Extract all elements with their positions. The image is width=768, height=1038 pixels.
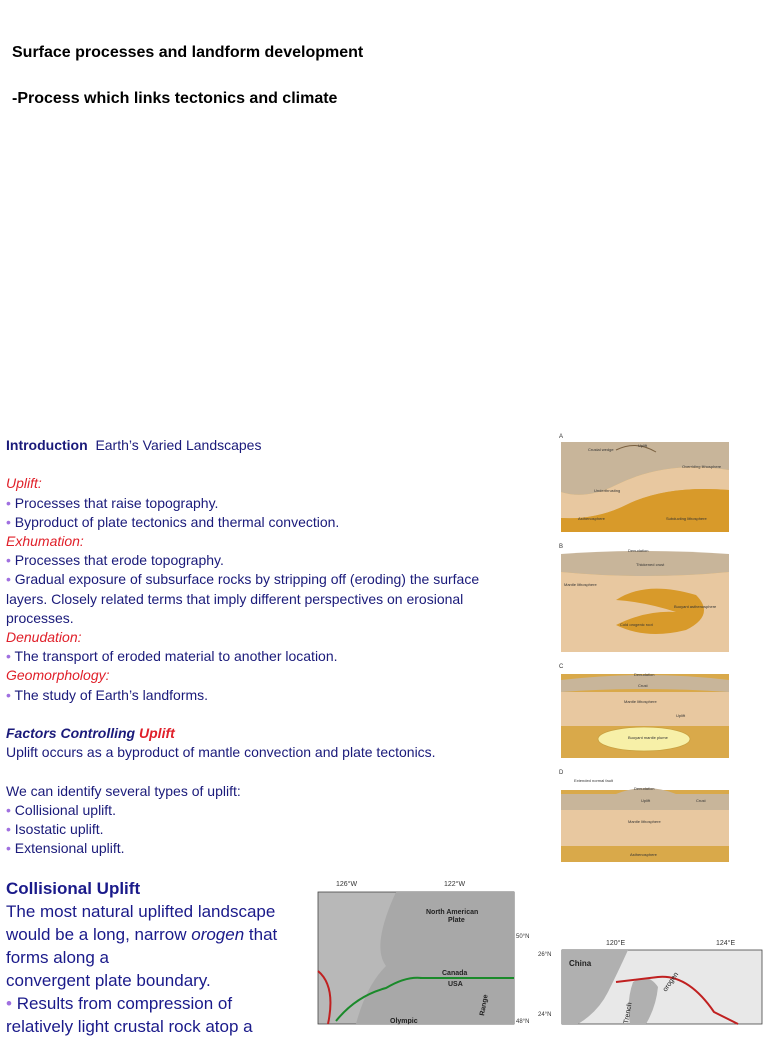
bullet-dot-icon: • <box>6 840 11 857</box>
bullet-item <box>6 992 306 1015</box>
map-label: Olympic <box>390 1018 418 1025</box>
map-label: 126°W <box>336 881 358 888</box>
map-label: USA <box>448 981 463 988</box>
panel-tag: A <box>559 434 564 440</box>
panel-tag: D <box>559 770 564 776</box>
factors-heading-text: Factors Controlling <box>6 725 136 742</box>
diagram-panel-b <box>559 544 729 652</box>
collisional-line: convergent plate boundary. <box>6 971 211 990</box>
bullet-item <box>6 551 526 570</box>
bullet-text: Processes that erode topography. <box>14 552 224 569</box>
intro-heading-bold: Introduction <box>6 437 88 453</box>
diagram-label: Crust <box>638 683 648 688</box>
diagram-panel-c <box>559 664 729 758</box>
diagram-label: Thickened crust <box>636 562 665 567</box>
bullet-text: Byproduct of plate tectonics and thermal convection. <box>14 513 340 530</box>
factors-heading-uplift: Uplift <box>139 725 175 742</box>
collisional-line: relatively light crustal rock atop a <box>6 1017 253 1036</box>
diagram-label: Crustal wedge <box>588 447 614 452</box>
diagram-panel-d <box>559 770 729 862</box>
intro-text-block <box>6 436 526 858</box>
types-intro: We can identify several types of uplift: <box>6 782 241 799</box>
bullet-dot-icon: • <box>6 552 11 569</box>
bullet-continuation: layers. Closely related terms that imply different perspectives on erosional <box>6 590 464 607</box>
map-label: 124°E <box>716 940 736 947</box>
map-taiwan <box>538 932 764 1024</box>
bullet-item <box>6 820 526 839</box>
bullet-text: Processes that raise topography. <box>14 494 219 511</box>
bullet-item <box>6 513 526 532</box>
diagram-label: Extended normal fault <box>574 778 613 783</box>
bullet-text: Isostatic uplift. <box>14 821 104 838</box>
bullet-item <box>6 570 526 589</box>
intro-heading-rest: Earth’s Varied Landscapes <box>95 437 262 453</box>
page-subtitle: -Process which links tectonics and climate <box>12 90 338 107</box>
bullet-item <box>6 839 526 858</box>
diagram-label: Buoyant mantle plume <box>628 735 668 740</box>
map-label: 26°N <box>538 952 552 958</box>
map-label: Range <box>479 994 490 1017</box>
collisional-text: Results from compression of <box>16 994 233 1013</box>
map-label: 24°N <box>538 1012 552 1018</box>
panel-tag: B <box>559 544 564 550</box>
diagram-label: Buoyant asthenosphere <box>674 604 717 609</box>
bullet-dot-icon: • <box>6 513 11 530</box>
diagram-label: Asthenosphere <box>630 852 657 857</box>
map-label: Trench <box>623 1001 634 1025</box>
diagram-label: Crust <box>696 798 706 803</box>
map-label: orogen <box>661 971 681 994</box>
bullet-dot-icon: • <box>6 494 11 511</box>
bullet-dot-icon: • <box>6 801 11 818</box>
denudation-term: Denudation: <box>6 629 82 646</box>
diagram-panel-a <box>559 434 729 532</box>
bullet-item <box>6 801 526 820</box>
collisional-text: that <box>244 925 278 944</box>
bullet-text: Collisional uplift. <box>14 801 116 818</box>
bullet-dot-icon: • <box>6 994 12 1013</box>
diagram-label: Denudation <box>634 786 655 791</box>
collisional-line: forms along a <box>6 948 109 967</box>
factors-text: Uplift occurs as a byproduct of mantle convection and plate tectonics. <box>6 744 436 761</box>
diagram-label: Cold orogenic root <box>620 622 653 627</box>
collisional-line <box>6 923 306 946</box>
map-label: China <box>569 959 592 968</box>
diagram-label: Asthenosphere <box>578 516 605 521</box>
collisional-uplift-block <box>6 877 306 1038</box>
exhumation-term: Exhumation: <box>6 533 84 549</box>
diagram-label: Uplift <box>638 443 648 448</box>
factors-heading <box>6 724 526 743</box>
bullet-item <box>6 494 526 513</box>
map-pacific-northwest <box>316 876 530 1025</box>
diagram-label: Uplift <box>676 713 686 718</box>
uplift-term: Uplift: <box>6 475 42 492</box>
map-label: 48°N <box>516 1019 530 1025</box>
map-label: Canada <box>442 970 468 977</box>
diagram-label: Denudation <box>628 548 649 553</box>
orogen-term: orogen <box>191 925 245 944</box>
collisional-heading: Collisional Uplift <box>6 879 141 898</box>
diagram-label: Uplift <box>641 798 651 803</box>
bullet-dot-icon: • <box>6 571 11 588</box>
diagram-label: Mantle lithosphere <box>628 819 661 824</box>
intro-heading <box>6 436 526 455</box>
diagram-label: Underthrusting <box>594 488 621 493</box>
diagram-label: Overriding lithosphere <box>682 464 722 469</box>
diagram-label: Mantle lithosphere <box>564 582 597 587</box>
uplift-diagrams-figure <box>556 430 734 866</box>
collisional-text: would be a long, narrow <box>6 925 192 944</box>
geomorphology-term: Geomorphology: <box>6 667 110 684</box>
diagram-label: Subducting lithosphere <box>666 516 707 521</box>
page-title: Surface processes and landform development <box>12 44 364 61</box>
panel-tag: C <box>559 664 564 670</box>
collisional-line: The most natural uplifted landscape <box>6 902 276 921</box>
map-label: 122°W <box>444 881 466 888</box>
bullet-continuation: processes. <box>6 609 74 626</box>
map-label: 120°E <box>606 940 626 947</box>
bullet-dot-icon: • <box>6 686 11 703</box>
map-label: 50°N <box>516 934 530 940</box>
bullet-dot-icon: • <box>6 821 11 838</box>
map-label: North American <box>426 909 479 916</box>
bullet-text: Gradual exposure of subsurface rocks by stripping off (eroding) the surface <box>14 571 480 588</box>
bullet-text: Extensional uplift. <box>14 840 125 857</box>
map-label: Plate <box>448 917 465 924</box>
bullet-dot-icon: • <box>6 648 11 665</box>
bullet-text: The study of Earth’s landforms. <box>14 686 209 703</box>
bullet-item <box>6 647 526 666</box>
diagram-label: Denudation <box>634 672 655 677</box>
bullet-item <box>6 686 526 705</box>
diagram-label: Mantle lithosphere <box>624 699 657 704</box>
bullet-text: The transport of eroded material to another location. <box>14 648 338 665</box>
